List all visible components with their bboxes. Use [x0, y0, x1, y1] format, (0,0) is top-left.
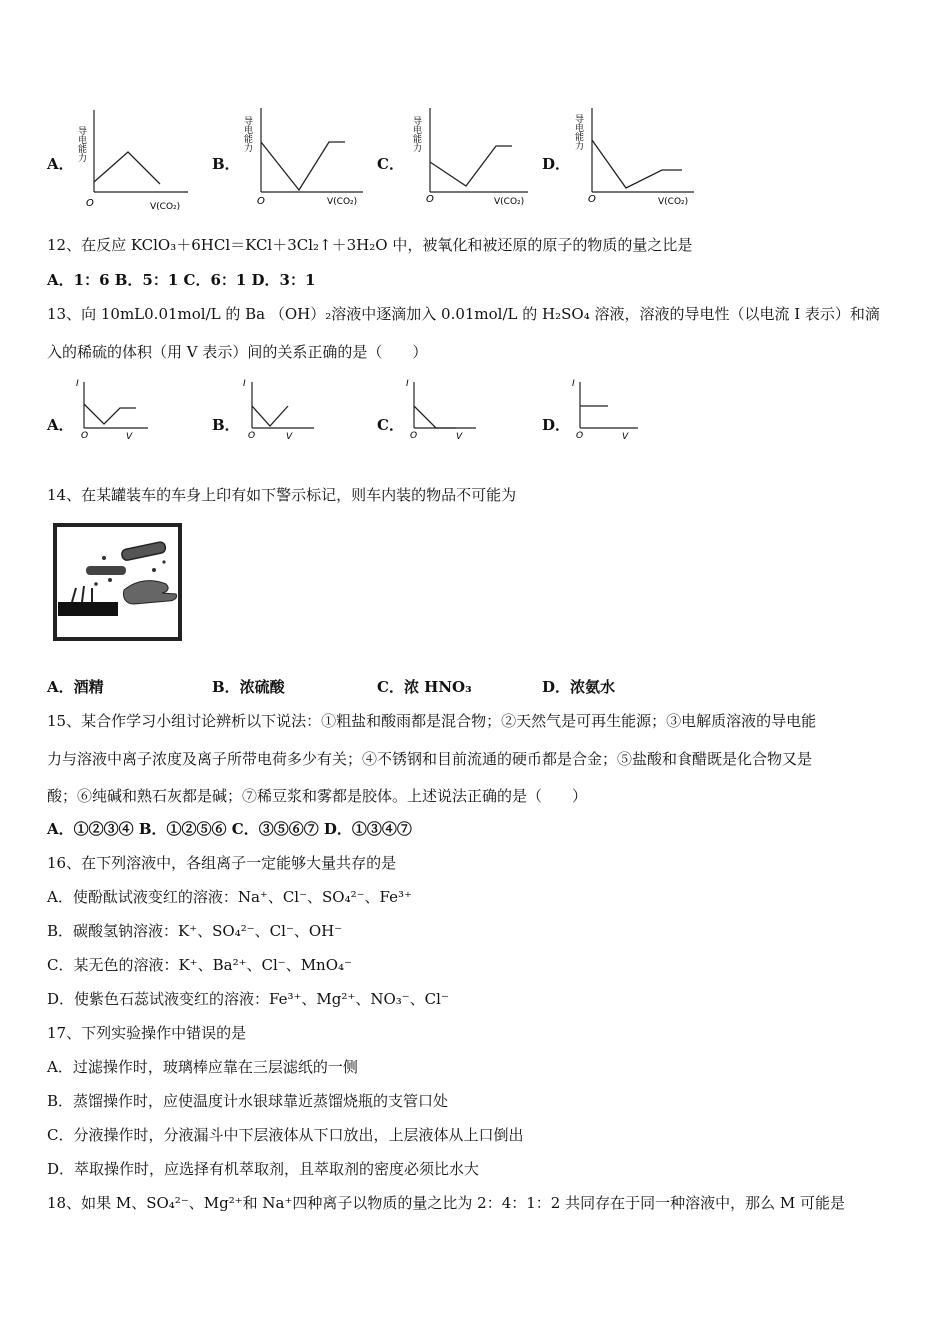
q13b-ylabel: I — [243, 379, 246, 389]
q15-line3: 酸；⑥纯碱和熟石灰都是碱；⑦稀豆浆和雾都是胶体。上述说法正确的是（ ） — [47, 787, 588, 805]
q12-stem: 12、在反应 KClO₃＋6HCl＝KCl＋3Cl₂↑＋3H₂O 中，被氧化和被还原的原子的物质的量之比是 — [47, 236, 693, 254]
q15-line1: 15、某合作学习小组讨论辨析以下说法：①粗盐和酸雨都是混合物；②天然气是可再生能源；③电解质溶液的导电能 — [47, 712, 817, 730]
q13-graph-a — [76, 376, 152, 440]
q11c-origin: O — [426, 194, 434, 205]
q13a-ylabel: I — [76, 379, 79, 389]
q14-choice-c: C．浓 HNO₃ — [377, 678, 472, 696]
q17-stem: 17、下列实验操作中错误的是 — [47, 1024, 247, 1042]
q11-option-b: B． — [212, 155, 240, 173]
q15-choices: A．①②③④ B．①②⑤⑥ C．③⑤⑥⑦ D．①③④⑦ — [47, 820, 412, 838]
q11b-origin: O — [257, 196, 265, 207]
q13-graph-d — [568, 376, 644, 440]
q11-option-d: D． — [542, 155, 571, 173]
q17-option-a: A．过滤操作时，玻璃棒应靠在三层滤纸的一侧 — [47, 1058, 358, 1076]
q11d-xlabel: V(CO₂) — [658, 197, 689, 207]
q11d-ylabel: 导电能力 — [573, 114, 583, 150]
q16-option-b: B．碳酸氢钠溶液：K⁺、SO₄²⁻、Cl⁻、OH⁻ — [47, 922, 343, 940]
q11a-ylabel: 导电能力 — [76, 126, 86, 162]
q16-stem: 16、在下列溶液中，各组离子一定能够大量共存的是 — [47, 854, 397, 872]
q11-graph-b — [243, 100, 368, 215]
q11-option-c: C． — [377, 155, 404, 173]
q11-graph-d — [570, 100, 698, 215]
q11-graph-a — [78, 100, 193, 215]
q14-stem: 14、在某罐装车的车身上印有如下警示标记，则车内装的物品不可能为 — [47, 486, 517, 504]
q13-option-c: C． — [377, 416, 404, 434]
q13-option-d: D． — [542, 416, 571, 434]
q15-line2: 力与溶液中离子浓度及离子所带电荷多少有关；④不锈钢和目前流通的硬币都是合金；⑤盐酸和食醋既是化合物又是 — [47, 750, 813, 768]
q11d-origin: O — [588, 194, 596, 205]
q11c-ylabel: 导电能力 — [411, 116, 421, 152]
q11-option-a: A． — [47, 155, 74, 173]
q13-stem-line1: 13、向 10mL0.01mol/L 的 Ba （OH）₂溶液中逐滴加入 0.01mol/L 的 H₂SO₄ 溶液，溶液的导电性（以电流 I 表示）和滴 — [47, 305, 880, 323]
q13c-xlabel: V — [456, 432, 463, 442]
q13d-origin: O — [576, 431, 584, 441]
q13a-xlabel: V — [126, 432, 133, 442]
q11b-xlabel: V(CO₂) — [327, 197, 358, 207]
q13-option-b: B． — [212, 416, 240, 434]
q14-choice-d: D．浓氨水 — [542, 678, 616, 696]
q13-graph-c — [404, 376, 480, 440]
corrosive-warning-sign — [44, 518, 186, 646]
q11-graph-c — [408, 100, 533, 215]
q16-option-c: C．某无色的溶液：K⁺、Ba²⁺、Cl⁻、MnO₄⁻ — [47, 956, 352, 974]
q13-graph-b — [242, 376, 318, 440]
q11a-origin: O — [86, 198, 94, 209]
q11b-ylabel: 导电能力 — [242, 116, 252, 152]
q13d-ylabel: I — [572, 379, 575, 389]
q11c-xlabel: V(CO₂) — [494, 197, 525, 207]
q13d-xlabel: V — [622, 432, 629, 442]
q14-choice-a: A．酒精 — [47, 678, 104, 696]
q13b-xlabel: V — [286, 432, 293, 442]
q13-option-a: A． — [47, 416, 74, 434]
q14-choice-b: B．浓硫酸 — [212, 678, 285, 696]
q16-option-d: D．使紫色石蕊试液变红的溶液：Fe³⁺、Mg²⁺、NO₃⁻、Cl⁻ — [47, 990, 449, 1008]
q13-stem-line2: 入的稀硫的体积（用 V 表示）间的关系正确的是（ ） — [47, 343, 428, 361]
q17-option-b: B．蒸馏操作时，应使温度计水银球靠近蒸馏烧瓶的支管口处 — [47, 1092, 449, 1110]
q11a-xlabel: V(CO₂) — [150, 202, 181, 212]
q13c-ylabel: I — [406, 379, 409, 389]
q12-choices: A．1：6 B．5：1 C．6：1 D．3：1 — [47, 271, 316, 289]
q18-stem: 18、如果 M、SO₄²⁻、Mg²⁺和 Na⁺四种离子以物质的量之比为 2：4：1：2 共同存在于同一种溶液中，那么 M 可能是 — [47, 1194, 845, 1212]
q17-option-c: C．分液操作时，分液漏斗中下层液体从下口放出，上层液体从上口倒出 — [47, 1126, 524, 1144]
q17-option-d: D．萃取操作时，应选择有机萃取剂，且萃取剂的密度必须比水大 — [47, 1160, 480, 1178]
q13a-origin: O — [81, 431, 89, 441]
q13c-origin: O — [410, 431, 418, 441]
q13b-origin: O — [248, 431, 256, 441]
q16-option-a: A．使酚酞试液变红的溶液：Na⁺、Cl⁻、SO₄²⁻、Fe³⁺ — [47, 888, 412, 906]
